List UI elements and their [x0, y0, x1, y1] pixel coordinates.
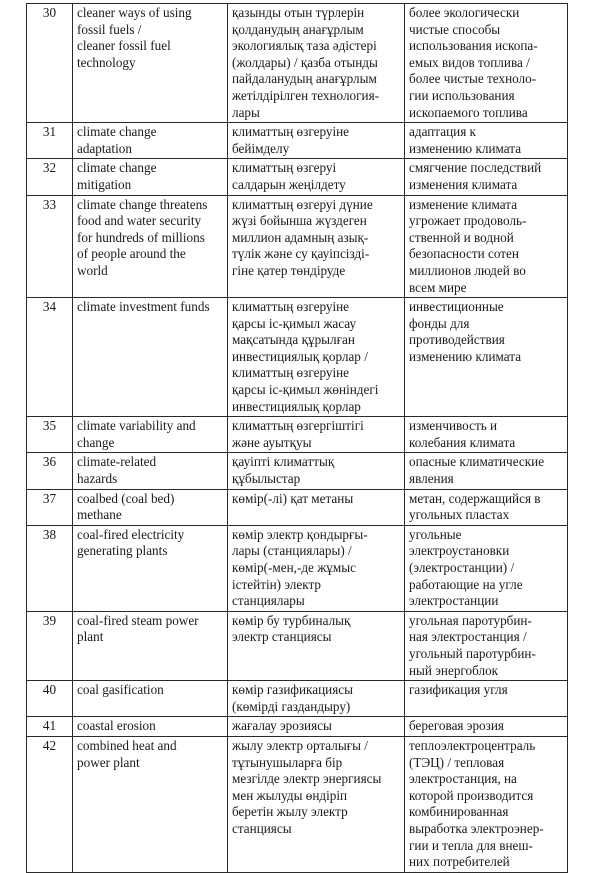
table-row — [27, 736, 568, 872]
term-number: 42 — [27, 736, 73, 872]
term-russian: более экологически чистые способы использования ископа- емых видов топлива / более чистые техноло- гии использования ископаемого топлива — [405, 4, 568, 123]
term-english: coal gasification — [73, 681, 228, 717]
term-kazakh: қауіпті климаттық құбылыстар — [228, 453, 405, 489]
term-kazakh: жағалау эрозиясы — [228, 717, 405, 737]
term-number: 40 — [27, 681, 73, 717]
term-number: 39 — [27, 611, 73, 680]
term-number: 33 — [27, 195, 73, 298]
term-kazakh: қазынды отын түрлерін қолданудың анағұрлым экологиялық таза әдістері (жолдары) / қазба отынды пайдаланудың анағұрлым жетілдірілген технология- лары — [228, 4, 405, 123]
term-english: coalbed (coal bed) methane — [73, 489, 228, 525]
term-russian: изменчивость и колебания климата — [405, 417, 568, 453]
term-russian: изменение климата угрожает продоволь- ственной и водной безопасности сотен миллионов людей во всем мире — [405, 195, 568, 298]
term-kazakh: климаттың өзгеруі салдарын жеңілдету — [228, 159, 405, 195]
table-row — [27, 489, 568, 525]
term-english: climate change threatens food and water security for hundreds of millions of people around the world — [73, 195, 228, 298]
table-row — [27, 525, 568, 611]
term-number: 37 — [27, 489, 73, 525]
term-english: climate investment funds — [73, 298, 228, 417]
term-number: 34 — [27, 298, 73, 417]
term-russian: угольные электроустановки (электростанции) / работающие на угле электростанции — [405, 525, 568, 611]
term-english: climate variability and change — [73, 417, 228, 453]
table-row — [27, 123, 568, 159]
term-russian: метан, содержащийся в угольных пластах — [405, 489, 568, 525]
term-kazakh: климаттың өзгеруі дүние жүзі бойынша жүздеген миллион адамның азық- түлік және су қауіпсізді- гіне қатер төндіруде — [228, 195, 405, 298]
term-kazakh: жылу электр орталығы / тұтынушыларға бір мезгілде электр энергиясы мен жылуды өндіріп беретін жылу электр станциясы — [228, 736, 405, 872]
term-number: 36 — [27, 453, 73, 489]
term-kazakh: көмір электр қондырғы- лары (станциялары) / көмір(-мен,-де жұмыс істейтін) электр станциялары — [228, 525, 405, 611]
term-number: 41 — [27, 717, 73, 737]
term-english: climate-related hazards — [73, 453, 228, 489]
term-russian: газификация угля — [405, 681, 568, 717]
table-row — [27, 159, 568, 195]
term-kazakh: көмір бу турбиналық электр станциясы — [228, 611, 405, 680]
table-row — [27, 681, 568, 717]
term-english: coastal erosion — [73, 717, 228, 737]
table-row — [27, 417, 568, 453]
term-english: coal-fired electricity generating plants — [73, 525, 228, 611]
term-russian: смягчение последствий изменения климата — [405, 159, 568, 195]
glossary-body — [27, 4, 568, 873]
term-number: 35 — [27, 417, 73, 453]
term-english: combined heat and power plant — [73, 736, 228, 872]
term-number: 30 — [27, 4, 73, 123]
term-english: climate change mitigation — [73, 159, 228, 195]
term-russian: инвестиционные фонды для противодействия изменению климата — [405, 298, 568, 417]
table-row — [27, 611, 568, 680]
table-row — [27, 453, 568, 489]
table-row — [27, 717, 568, 737]
table-row — [27, 298, 568, 417]
term-russian: опасные климатические явления — [405, 453, 568, 489]
term-kazakh: көмір(-лі) қат метаны — [228, 489, 405, 525]
table-row — [27, 195, 568, 298]
term-kazakh: климаттың өзгеруіне бейімделу — [228, 123, 405, 159]
term-number: 32 — [27, 159, 73, 195]
term-english: cleaner ways of using fossil fuels / cleaner fossil fuel technology — [73, 4, 228, 123]
term-russian: угольная паротурбин- ная электростанция / угольный паротурбин- ный энергоблок — [405, 611, 568, 680]
term-kazakh: климаттың өзгеруіне қарсы іс-қимыл жасау мақсатында құрылған инвестициялық қорлар / климаттың өзгеруіне қарсы іс-қимыл жөніндегі инвестициялық қорлар — [228, 298, 405, 417]
term-number: 31 — [27, 123, 73, 159]
term-english: coal-fired steam power plant — [73, 611, 228, 680]
term-kazakh: көмір газификациясы (көмірді газдандыру) — [228, 681, 405, 717]
term-russian: адаптация к изменению климата — [405, 123, 568, 159]
table-row — [27, 4, 568, 123]
glossary-table — [26, 3, 568, 873]
term-number: 38 — [27, 525, 73, 611]
term-russian: береговая эрозия — [405, 717, 568, 737]
term-english: climate change adaptation — [73, 123, 228, 159]
term-kazakh: климаттың өзгергіштігі және ауытқуы — [228, 417, 405, 453]
term-russian: теплоэлектроцентраль (ТЭЦ) / тепловая электростанция, на которой производится комбинированная выработка электроэнер- гии и тепла для внеш- них потребителей — [405, 736, 568, 872]
